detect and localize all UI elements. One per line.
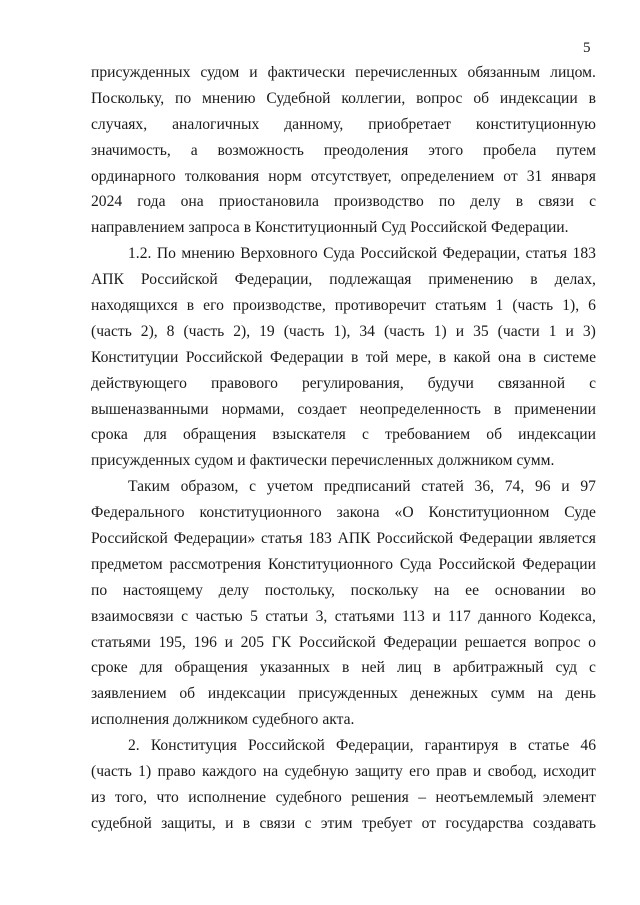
word: в [588,89,596,107]
word: Российской [140,271,218,289]
word: в [509,737,517,755]
word: свобод, [487,763,537,781]
word: 183 [308,530,332,548]
word: Федерации. [490,219,569,237]
word: 6 [588,297,596,315]
word: аналогичных [172,115,260,133]
word: нормами, [221,400,285,418]
word: этим [320,814,353,832]
word: и [249,64,258,81]
word: толкования [184,167,260,185]
word: во [580,581,596,599]
text-line [91,164,596,190]
word: Российской [410,219,487,237]
word: настоящему [122,581,203,599]
word: его [409,763,430,781]
word: что [156,788,179,806]
word: с [589,374,596,392]
word: является [538,530,596,548]
word: сумм. [516,452,555,470]
word: должником [173,711,249,729]
word: вышеназванными [91,400,209,418]
word: 2024 [91,193,123,211]
word: об [486,426,502,444]
word: денежных [410,685,479,703]
word: и [225,814,234,832]
word: Кодекса, [538,607,596,625]
word: и [224,633,233,651]
word: Суде [564,504,596,522]
word: коллегии, [341,89,406,107]
word: об [473,89,490,107]
word: Конституционном [428,504,550,522]
word: в [242,814,251,832]
word: постольку, [264,581,335,599]
word: в [433,659,441,677]
text-line [91,526,596,552]
text-line [91,215,596,241]
word: обращения [182,426,257,444]
word: Федерального [91,504,185,522]
word: 1), [333,322,351,340]
word: статьям [435,297,487,315]
word: данного [478,607,532,625]
word: неопределенность [359,400,481,418]
word: Российской [185,348,263,366]
word: связи [538,193,574,211]
word: статья [525,245,568,263]
word: мнению [202,89,256,107]
word: 2), [233,322,251,340]
word: мнению [181,245,235,263]
word: неотъемлемый [435,788,534,806]
word: АПК [91,271,124,289]
text-line [91,474,596,500]
word: 97 [580,478,596,496]
word: 117 [448,607,471,625]
word: 46 [580,737,596,755]
word: данному, [284,115,344,133]
word: 5 [250,607,258,625]
word: присужденных [91,452,191,470]
word: в [515,193,524,211]
word: делу [218,581,250,599]
word: день [565,685,596,703]
word: преодоления [323,141,409,159]
word: элемент [542,788,596,806]
word: исполнение [188,788,267,806]
word: на [262,763,279,781]
word: Российской [298,633,376,651]
word: случаях, [91,115,148,133]
word: Российской [360,245,438,263]
text-line [91,397,596,423]
word: в [530,271,538,289]
word: об [179,685,196,703]
word: (части [497,322,540,340]
word: Суда [399,555,432,573]
word: должником [437,452,513,470]
word: Российской [438,555,516,573]
word: присужденных [298,685,398,703]
word: на [434,581,450,599]
word: судебную [284,763,349,781]
word: возможность [217,141,304,159]
word: исходит [543,763,596,781]
word: по [438,193,456,211]
word: (часть [91,322,132,340]
word: обращения [174,659,248,677]
text-line [91,319,596,345]
word: она [498,348,522,366]
word: противоречит [334,297,427,315]
word: 19 [259,322,275,340]
word: указанных [259,659,330,677]
word: в [243,219,252,237]
word: с [181,607,188,625]
word: индексации [207,685,286,703]
text-line [91,604,596,630]
word: 195, [158,633,186,651]
word: 36, [474,478,495,496]
paragraph [91,241,596,474]
word: Суда [323,245,355,263]
word: 1) [138,763,152,781]
word: статьи [265,607,309,625]
word: Российской [248,737,325,755]
word: – [418,788,427,806]
word: и [432,607,441,625]
word: 35 [473,322,489,340]
text-line [91,267,596,293]
word: каждого [201,763,257,781]
word: Федерации, [234,271,313,289]
word: приостановила [218,193,319,211]
word: перечисленных [331,452,434,470]
word: Поскольку, [91,89,165,107]
word: гарантируя [424,737,499,755]
word: арбитражный [452,659,544,677]
word: и [455,322,465,340]
word: января [551,167,596,185]
word: в [528,348,536,366]
paragraph [91,474,596,733]
word: «О [394,504,414,522]
word: вопрос [534,633,581,651]
word: решения [351,788,409,806]
word: Федерации, [442,245,521,263]
text-line [91,552,596,578]
word: сумм [490,685,525,703]
word: Федерации [459,530,533,548]
word: отсутствует, [310,167,392,185]
page-number: 5 [583,40,591,56]
word: исполнения [91,711,170,729]
word: значимость, [91,141,171,159]
word: находящихся [91,297,178,315]
text-line [91,630,596,656]
text-line [91,759,596,785]
word: запроса [188,219,240,237]
word: (часть [512,297,554,315]
word: 96 [534,478,551,496]
word: производство [334,193,424,211]
word: статьями [334,607,395,625]
text-line [91,811,596,837]
text-line [91,189,596,215]
word: защиты, [161,814,216,832]
word: решается [464,633,527,651]
word: судом [200,64,240,81]
paragraph [91,733,596,837]
word: связанной [497,374,566,392]
text-line [91,733,596,759]
word: статья [261,530,303,548]
word: Федерации [522,555,596,573]
word: 205 [240,633,265,651]
word: создавать [532,814,596,832]
text-line [91,293,596,319]
text-line [91,681,596,707]
word: и [237,452,246,470]
word: статей [421,478,464,496]
word: Федерации [269,348,344,366]
word: фактически [267,64,346,81]
word: (часть [283,322,325,340]
word: взыскателя [272,426,346,444]
word: требованием [385,426,471,444]
word: 8 [166,322,175,340]
word: Конституция [150,737,237,755]
word: прав [436,763,467,781]
word: присужденных [91,64,191,81]
word: для [143,426,167,444]
text-line [91,60,596,86]
word: Судебной [266,89,331,107]
word: конституционного [199,504,322,522]
text-line [91,785,596,811]
word: образом, [180,478,239,496]
word: в [341,659,350,677]
word: она [180,193,204,211]
word: Таким [128,478,170,496]
word: статье [527,737,570,755]
word: той [365,348,389,366]
word: 2), [140,322,158,340]
word: 31 [526,167,543,185]
word: Федерации [383,633,458,651]
word: о [588,633,596,651]
word: 1 [495,297,504,315]
word: в [350,348,359,366]
word: с [249,478,257,496]
word: производстве, [232,297,326,315]
word: Конституционный [255,219,378,237]
word: судебного [252,711,319,729]
word: (часть [383,322,425,340]
word: приобретает [368,115,451,133]
word: будучи [427,374,474,392]
word: ней [361,659,385,677]
word: требует [361,814,413,832]
word: По [156,245,176,263]
document-body [91,60,596,837]
word: Конституции [91,348,179,366]
word: акта. [322,711,355,729]
word: по [175,89,192,107]
word: и [565,322,574,340]
word: лицом. [550,64,596,81]
text-line [91,241,596,267]
text-line [91,448,596,474]
word: (часть [91,763,132,781]
text-line [91,86,596,112]
word: с [304,814,312,832]
word: с [362,426,369,444]
word: 2. [128,737,140,755]
word: системе [543,348,596,366]
text-line [91,422,596,448]
word: ГК [271,633,292,651]
word: из [91,788,106,806]
word: создает [297,400,347,418]
word: делах, [554,271,596,289]
word: лиц [396,659,422,677]
word: правового [210,374,278,392]
text-line [91,500,596,526]
word: 1) [433,322,447,340]
word: подлежащая [329,271,412,289]
word: 74, [504,478,525,496]
word: года [137,193,166,211]
paragraph [91,60,596,241]
word: Российской [376,530,454,548]
word: Конституционного [267,555,394,573]
word: (часть [183,322,225,340]
word: судебной [91,814,152,832]
word: 1 [548,322,557,340]
word: определением [400,167,495,185]
word: этого [428,141,464,159]
word: его [203,297,224,315]
word: на [537,685,553,703]
word: индексации [518,426,596,444]
word: а [190,141,198,159]
word: того, [114,788,148,806]
word: 1.2. [128,245,152,263]
word: судебного [275,788,342,806]
text-line [91,707,596,733]
word: частью [195,607,243,625]
text-line [91,112,596,138]
word: обязанным [467,64,541,81]
word: в [493,400,502,418]
word: направлением [91,219,185,237]
text-line [91,138,596,164]
word: с [589,193,596,211]
word: судом [194,452,234,470]
word: предписаний [324,478,411,496]
word: основании [494,581,566,599]
word: делу [470,193,501,211]
word: путем [556,141,596,159]
word: перечисленных [355,64,458,81]
text-line [91,655,596,681]
word: связи [259,814,296,832]
word: по [91,581,108,599]
word: государства [445,814,524,832]
word: применению [428,271,514,289]
word: для [139,659,163,677]
word: от [421,814,437,832]
word: Федерации, [336,737,414,755]
word: суд [555,659,578,677]
text-line [91,345,596,371]
word: 34 [359,322,375,340]
word: АПК [337,530,371,548]
word: статьями [91,633,151,651]
word: в [186,297,195,315]
word: ее [465,581,480,599]
word: конституционную [475,115,596,133]
word: норм [268,167,302,185]
word: вопрос [416,89,463,107]
word: Российской [91,530,168,548]
word: 183 [572,245,596,263]
word: 196 [193,633,217,651]
word: ординарного [91,167,176,185]
word: от [503,167,518,185]
word: право [157,763,196,781]
text-line [91,578,596,604]
word: фактически [249,452,328,470]
word: с [589,659,596,677]
word: и [561,478,570,496]
word: Суд [381,219,407,237]
word: поскольку [350,581,419,599]
word: мере, [395,348,432,366]
text-line [91,371,596,397]
word: 1), [562,297,580,315]
word: сроке [91,659,128,677]
word: предметом [91,555,163,573]
word: Верховного [240,245,318,263]
word: применении [514,400,596,418]
word: в [438,348,447,366]
word: закона [336,504,380,522]
word: какой [453,348,491,366]
word: 3, [315,607,328,625]
word: 113 [401,607,425,625]
word: 3) [582,322,596,340]
word: индексации [499,89,578,107]
word: взаимосвязи [91,607,174,625]
word: действующего [91,374,187,392]
word: учетом [266,478,314,496]
word: рассмотрения [169,555,262,573]
word: защиту [354,763,403,781]
word: срока [91,426,128,444]
word: пробела [483,141,537,159]
word: заявлением [91,685,167,703]
word: и [473,763,482,781]
word: Федерации» [173,530,256,548]
word: регулирования, [301,374,404,392]
